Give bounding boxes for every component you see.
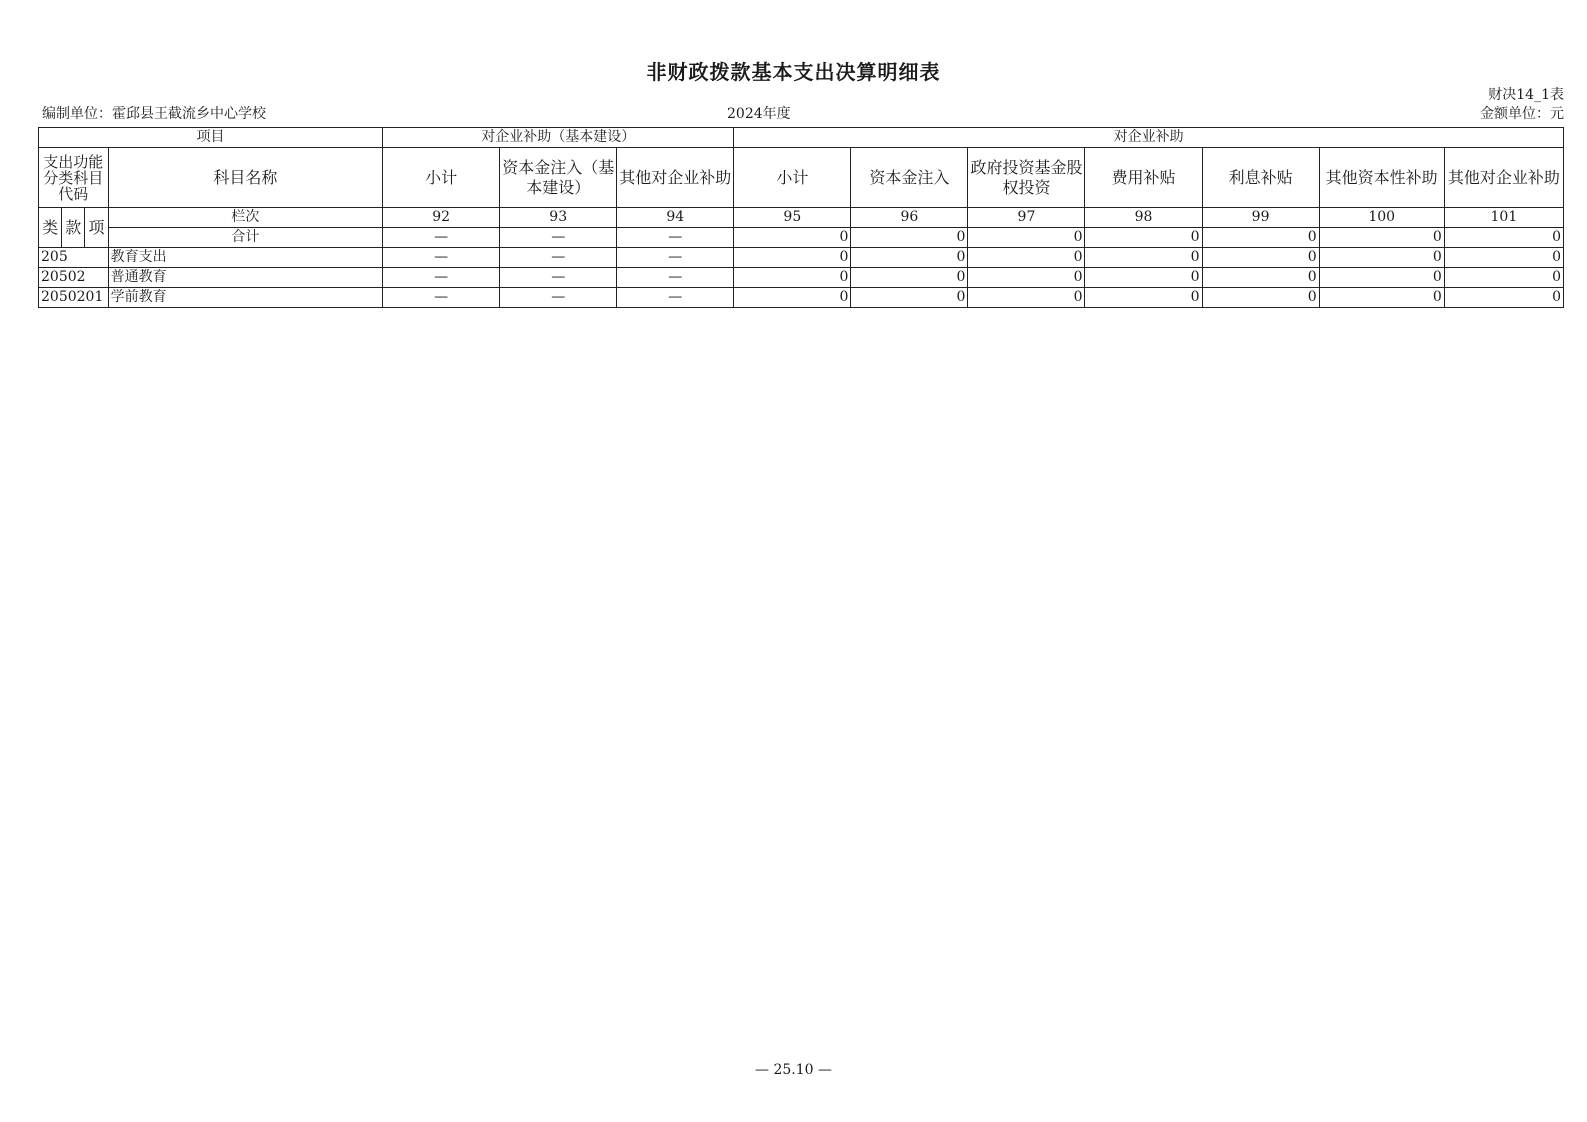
function-code: 205	[39, 248, 109, 268]
value-cell: 0	[734, 248, 851, 268]
column-number: 101	[1444, 208, 1563, 228]
value-cell: —	[383, 268, 500, 288]
total-cell: —	[383, 228, 500, 248]
value-cell: —	[617, 288, 734, 308]
column-number: 96	[851, 208, 968, 228]
total-cell: 0	[968, 228, 1085, 248]
value-cell: 0	[968, 248, 1085, 268]
function-code-header: 支出功能分类科目代码	[39, 148, 109, 208]
value-cell: 0	[1319, 268, 1444, 288]
total-cell: 0	[1085, 228, 1202, 248]
value-cell: 0	[1319, 288, 1444, 308]
page-number: — 25.10 —	[755, 1062, 832, 1078]
page-title: 非财政拨款基本支出决算明细表	[646, 60, 941, 84]
value-cell: 0	[1444, 248, 1563, 268]
value-cell: —	[383, 288, 500, 308]
column-header: 政府投资基金股权投资	[968, 148, 1085, 208]
value-cell: 0	[1085, 288, 1202, 308]
column-number-label: 栏次	[108, 208, 383, 228]
value-cell: 0	[1444, 288, 1563, 308]
value-cell: 0	[968, 268, 1085, 288]
column-header: 其他对企业补助	[1444, 148, 1563, 208]
value-cell: 0	[1202, 268, 1319, 288]
column-header: 其他资本性补助	[1319, 148, 1444, 208]
value-cell: 0	[1319, 248, 1444, 268]
project-header: 项目	[39, 128, 383, 148]
column-header: 资本金注入（基本建设）	[500, 148, 617, 208]
column-header: 其他对企业补助	[617, 148, 734, 208]
total-cell: 0	[1319, 228, 1444, 248]
total-cell: 0	[851, 228, 968, 248]
column-number-row	[39, 208, 1564, 228]
group-header-subsidy: 对企业补助	[734, 128, 1564, 148]
column-number: 100	[1319, 208, 1444, 228]
value-cell: —	[383, 248, 500, 268]
table-row	[39, 268, 1564, 288]
column-header: 小计	[734, 148, 851, 208]
column-number: 99	[1202, 208, 1319, 228]
header-row-groups	[39, 128, 1564, 148]
column-header: 小计	[383, 148, 500, 208]
column-number: 93	[500, 208, 617, 228]
expenditure-detail-table	[38, 127, 1564, 308]
fiscal-year: 2024年度	[727, 106, 791, 122]
value-cell: 0	[968, 288, 1085, 308]
level-sub-header: 项	[85, 208, 108, 248]
column-number: 97	[968, 208, 1085, 228]
column-number: 92	[383, 208, 500, 228]
table-row	[39, 248, 1564, 268]
column-number: 98	[1085, 208, 1202, 228]
value-cell: —	[500, 248, 617, 268]
function-code: 20502	[39, 268, 109, 288]
reporting-unit: 编制单位：霍邱县王截流乡中心学校	[42, 106, 266, 122]
function-code: 2050201	[39, 288, 109, 308]
value-cell: 0	[851, 248, 968, 268]
value-cell: —	[500, 288, 617, 308]
subject-name-header: 科目名称	[108, 148, 383, 208]
total-cell: —	[617, 228, 734, 248]
value-cell: 0	[734, 268, 851, 288]
group-header-infrastructure: 对企业补助（基本建设）	[383, 128, 734, 148]
subject-name: 普通教育	[108, 268, 383, 288]
total-row	[39, 228, 1564, 248]
level-item-header: 款	[62, 208, 85, 248]
value-cell: 0	[1202, 248, 1319, 268]
value-cell: 0	[851, 288, 968, 308]
header-row-columns	[39, 148, 1564, 208]
column-header: 资本金注入	[851, 148, 968, 208]
total-cell: 0	[734, 228, 851, 248]
total-cell: 0	[1444, 228, 1563, 248]
table-row	[39, 288, 1564, 308]
value-cell: 0	[851, 268, 968, 288]
subject-name: 教育支出	[108, 248, 383, 268]
total-label: 合计	[108, 228, 383, 248]
money-unit: 金额单位：元	[1480, 106, 1564, 122]
total-cell: 0	[1202, 228, 1319, 248]
column-header: 利息补贴	[1202, 148, 1319, 208]
form-code: 财决14_1表	[1488, 87, 1564, 103]
value-cell: —	[617, 268, 734, 288]
value-cell: —	[500, 268, 617, 288]
column-number: 94	[617, 208, 734, 228]
column-header: 费用补贴	[1085, 148, 1202, 208]
value-cell: —	[617, 248, 734, 268]
level-class-header: 类	[39, 208, 62, 248]
value-cell: 0	[734, 288, 851, 308]
value-cell: 0	[1202, 288, 1319, 308]
value-cell: 0	[1085, 248, 1202, 268]
column-number: 95	[734, 208, 851, 228]
total-cell: —	[500, 228, 617, 248]
subject-name: 学前教育	[108, 288, 383, 308]
value-cell: 0	[1444, 268, 1563, 288]
value-cell: 0	[1085, 268, 1202, 288]
